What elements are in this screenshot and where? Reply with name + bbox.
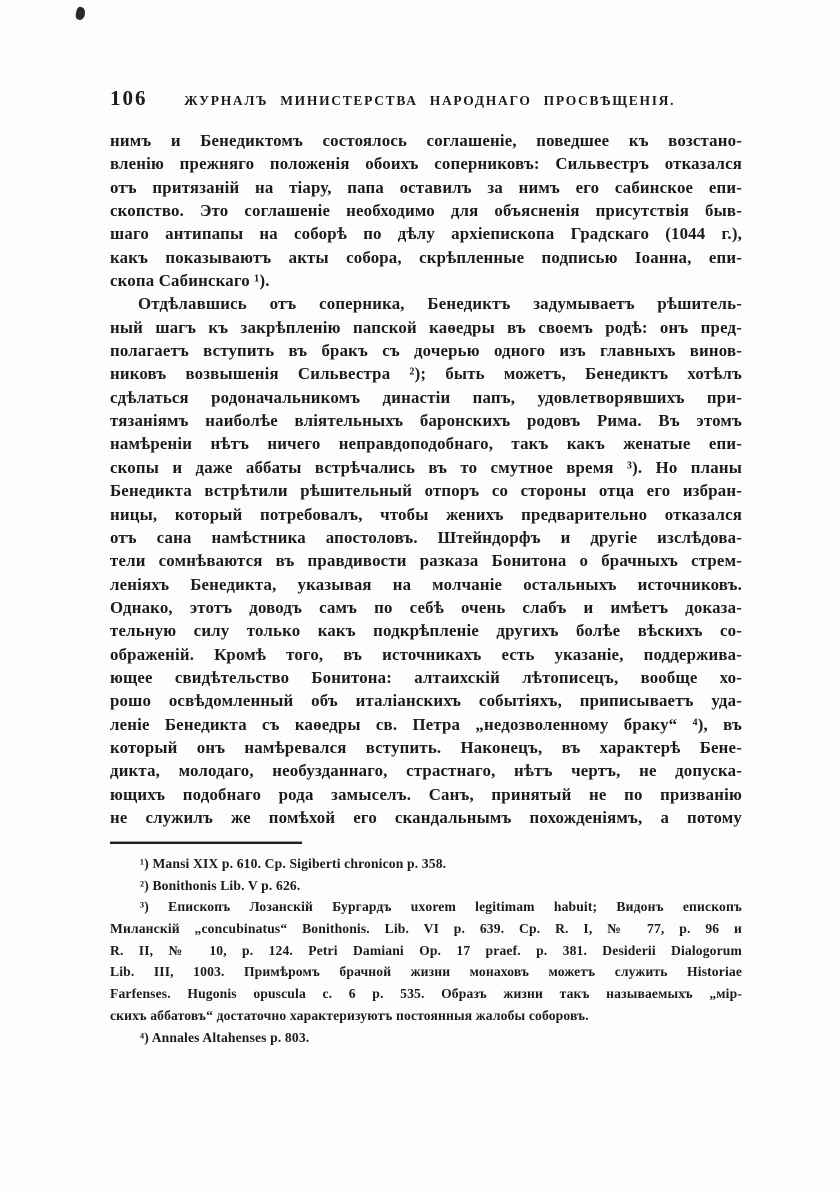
text-line: R. II, № 10, p. 124. Petri Damiani Op. 17 praef. p. 381. Desiderii Dialogorum [110, 942, 742, 958]
text-line: вленію прежняго положенія обоихъ соперниковъ: Сильвестръ отказался [110, 154, 742, 174]
paragraph [110, 292, 742, 829]
text-line: полагаетъ вступить въ бракъ съ дочерью одного изъ главныхъ винов- [110, 341, 742, 361]
paragraph [110, 129, 742, 292]
text-line: дикта, молодаго, необузданнаго, страстнаго, нѣтъ чертъ, не допуска- [110, 761, 742, 781]
text-line: тязаніямъ наиболѣе вліятельныхъ баронскихъ родовъ Рима. Въ этомъ [110, 411, 742, 431]
footnote [110, 875, 742, 897]
text-line: скопство. Это соглашеніе необходимо для объясненія присутствія быв- [110, 201, 742, 221]
footnotes [110, 853, 742, 1048]
text-line: ный шагъ къ закрѣпленію папской каѳедры въ своемъ родѣ: онъ пред- [110, 317, 742, 337]
text-line: нимъ и Бенедиктомъ состоялось соглашеніе, поведшее къ возстано- [110, 131, 742, 150]
text-line: намѣреніи нѣтъ ничего неправдоподобнаго, такъ какъ женатые епи- [110, 434, 742, 454]
text-line: шаго антипапы на соборѣ по дѣлу архіепископа Градскаго (1044 г.), [110, 224, 742, 244]
text-line: ющее свидѣтельство Бонитона: алтаихскій лѣтописецъ, вообще хо- [110, 667, 742, 687]
text-line: рошо освѣдомленный объ италіанскихъ событіяхъ, приписываетъ уда- [110, 691, 742, 711]
text-line: леніе Бенедикта съ каѳедры св. Петра „недозволенному браку“ ⁴), въ [110, 714, 742, 734]
footnote [110, 896, 742, 1026]
text-line: Бенедикта встрѣтили рѣшительный отпоръ со стороны отца его избран- [110, 481, 742, 501]
text-line: Миланскій „concubinatus“ Bonithonis. Lib. VI p. 639. Ср. R. I, № 77, p. 96 и [110, 921, 742, 937]
text-line: ²) Bonithonis Lib. V p. 626. [140, 877, 301, 893]
text-line: отъ сана намѣстника апостоловъ. Штейндорфъ и другіе изслѣдова- [110, 527, 742, 547]
ink-speck [75, 6, 87, 21]
text-line: Farfenses. Hugonis opuscula c. 6 p. 535. Образъ жизни такъ называемыхъ „мір- [110, 986, 742, 1002]
footnote-separator [110, 842, 302, 844]
body-text [110, 129, 742, 829]
text-line: тели сомнѣваются въ правдивости разказа Бонитона о брачныхъ стрем- [110, 551, 742, 571]
text-line: ¹) Mansi XIX p. 610. Ср. Sigiberti chronicon p. 358. [140, 856, 447, 871]
text-line: не служилъ же помѣхой его скандальнымъ похожденіямъ, а потому [110, 807, 742, 827]
text-line: Отдѣлавшись отъ соперника, Бенедиктъ задумываетъ рѣшитель- [138, 294, 742, 314]
text-line: скопы и даже аббаты встрѣчались въ то смутное время ³). Но планы [110, 457, 742, 477]
text-line: какъ показываютъ акты собора, скрѣпленные подписью Іоанна, епи- [110, 247, 742, 267]
text-line: леніяхъ Бенедикта, указывая на молчаніе остальныхъ источниковъ. [110, 574, 742, 594]
text-line: ображеній. Кромѣ того, въ источникахъ есть указаніе, поддержива- [110, 644, 742, 664]
text-line: скихъ аббатовъ“ достаточно характеризуютъ постоянныя жалобы соборовъ. [110, 1007, 589, 1023]
text-line: тельную силу только какъ подкрѣпленіе другихъ болѣе вѣскихъ со- [110, 621, 742, 641]
text-line: ⁴) Annales Altahenses p. 803. [140, 1029, 310, 1045]
text-line: сдѣлаться родоначальникомъ династіи папъ, удовлетворявшихъ при- [110, 387, 742, 407]
text-line: скопа Сабинскаго ¹). [110, 271, 270, 291]
footnote [110, 853, 742, 875]
page-number: 106 [110, 86, 148, 110]
footnote [110, 1027, 742, 1049]
text-line: ющихъ подобнаго рода замыселъ. Санъ, принятый не по призванію [110, 784, 742, 804]
page-header [110, 86, 742, 111]
text-line: ³) Епископъ Лозанскій Бургардъ uxorem legitimam habuit; Видонъ епископъ [140, 899, 742, 915]
text-line: ницы, который потребовалъ, чтобы женихъ предварительно отказался [110, 504, 742, 524]
text-line: Lib. III, 1003. Примѣромъ брачной жизни монаховъ можетъ служить Historiae [110, 964, 742, 980]
running-title: ЖУРНАЛЪ МИНИСТЕРСТВА НАРОДНАГО ПРОСВѢЩЕНІЯ. [184, 93, 676, 108]
text-line: отъ притязаній на тіару, папа оставилъ за нимъ его сабинское епи- [110, 177, 742, 197]
text-line: Однако, этотъ доводъ самъ по себѣ очень слабъ и имѣетъ доказа- [110, 597, 742, 617]
text-line: который онъ намѣревался вступить. Наконецъ, въ характерѣ Бене- [110, 737, 742, 757]
text-line: никовъ возвышенія Сильвестра ²); быть можетъ, Бенедиктъ хотѣлъ [110, 364, 742, 384]
